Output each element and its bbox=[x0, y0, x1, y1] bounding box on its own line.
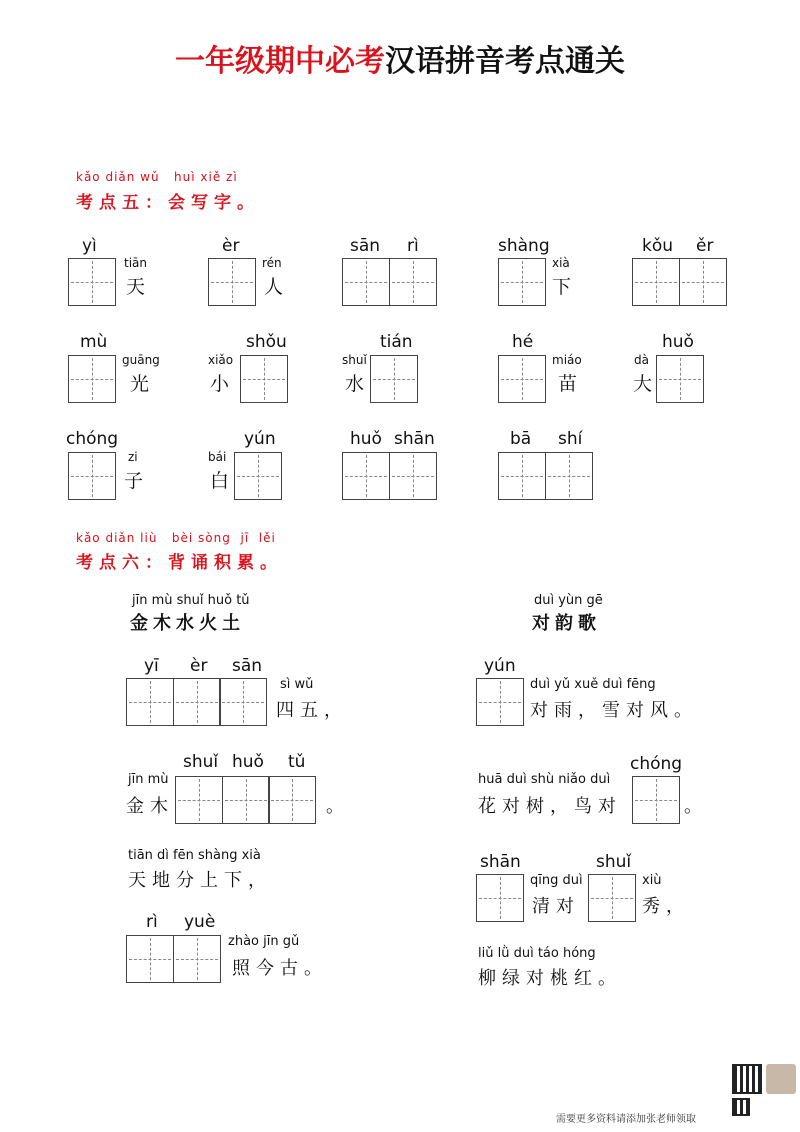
py-label: tián bbox=[380, 332, 413, 352]
hint-pinyin: dà bbox=[634, 353, 649, 367]
tail-hanzi: 四五， bbox=[276, 700, 348, 721]
writing-grid[interactable] bbox=[588, 874, 635, 922]
writing-grid[interactable] bbox=[240, 355, 287, 403]
py-label: tǔ bbox=[288, 752, 306, 772]
writing-grid[interactable] bbox=[342, 258, 435, 306]
tianzige-cell[interactable] bbox=[476, 874, 524, 922]
tianzige-cell[interactable] bbox=[126, 935, 174, 983]
py-label: sān bbox=[350, 236, 381, 256]
py-label: yún bbox=[244, 429, 276, 449]
py-label: yún bbox=[484, 656, 516, 676]
writing-grid[interactable] bbox=[370, 355, 417, 403]
py-label: rì bbox=[146, 912, 158, 932]
py-label: mù bbox=[80, 332, 108, 352]
writing-grid[interactable] bbox=[498, 452, 591, 500]
py-label: èr bbox=[190, 656, 208, 676]
tail-hanzi: 秀， bbox=[642, 896, 690, 917]
mid-hanzi: 清对 bbox=[532, 896, 580, 917]
py-label: shuǐ bbox=[596, 852, 632, 872]
section6-title: 考点六：背诵积累。 bbox=[76, 553, 283, 573]
hint-pinyin: guāng bbox=[122, 353, 160, 367]
right-heading-hanzi: 对韵歌 bbox=[532, 613, 601, 634]
tianzige-cell[interactable] bbox=[389, 258, 437, 306]
tianzige-cell[interactable] bbox=[679, 258, 727, 306]
hint-hanzi: 子 bbox=[124, 470, 144, 492]
line-hanzi: 天地分上下， bbox=[128, 870, 272, 891]
py-label: kǒu bbox=[642, 236, 674, 256]
tail-pinyin: xiù bbox=[642, 873, 662, 888]
writing-grid[interactable] bbox=[126, 678, 266, 726]
tianzige-cell[interactable] bbox=[632, 776, 680, 824]
left-heading-hanzi: 金木水火土 bbox=[130, 613, 245, 634]
end-punctuation: 。 bbox=[684, 796, 708, 817]
writing-grid[interactable] bbox=[68, 452, 115, 500]
py-label: yī bbox=[144, 656, 159, 676]
tianzige-cell[interactable] bbox=[234, 452, 282, 500]
writing-grid[interactable] bbox=[342, 452, 435, 500]
tianzige-cell[interactable] bbox=[219, 678, 267, 726]
page-title bbox=[0, 36, 800, 80]
py-label: chóng bbox=[66, 429, 119, 449]
hint-hanzi: 小 bbox=[210, 373, 230, 395]
writing-grid[interactable] bbox=[208, 258, 255, 306]
mid-pinyin: qīng duì bbox=[530, 873, 583, 888]
section5-title: 考点五：会写字。 bbox=[76, 193, 260, 213]
tianzige-cell[interactable] bbox=[240, 355, 288, 403]
line-hanzi: 柳绿对桃红。 bbox=[478, 968, 622, 989]
tianzige-cell[interactable] bbox=[498, 452, 546, 500]
py-label: chóng bbox=[630, 754, 683, 774]
py-label: bā bbox=[510, 429, 532, 449]
tail-pinyin: zhào jīn gǔ bbox=[228, 934, 300, 949]
py-label: huǒ bbox=[350, 429, 382, 449]
tianzige-cell[interactable] bbox=[498, 355, 546, 403]
hint-pinyin: bái bbox=[208, 450, 227, 464]
tail-hanzi: 对雨，雪对风。 bbox=[530, 700, 698, 721]
tianzige-cell[interactable] bbox=[126, 678, 174, 726]
writing-grid[interactable] bbox=[68, 355, 115, 403]
tianzige-cell[interactable] bbox=[389, 452, 437, 500]
writing-grid[interactable] bbox=[175, 776, 315, 824]
py-label: shuǐ bbox=[183, 752, 219, 772]
tianzige-cell[interactable] bbox=[545, 452, 593, 500]
py-label: shān bbox=[394, 429, 435, 449]
section5-pinyin: kǎo diǎn wǔ huì xiě zì bbox=[76, 170, 238, 184]
py-label: huǒ bbox=[232, 752, 264, 772]
writing-grid[interactable] bbox=[498, 355, 545, 403]
py-label: ěr bbox=[696, 236, 714, 256]
writing-grid[interactable] bbox=[632, 258, 725, 306]
title-red: 一年级期中必考 bbox=[175, 44, 385, 79]
tianzige-cell[interactable] bbox=[68, 258, 116, 306]
py-label: yuè bbox=[184, 912, 216, 932]
writing-grid[interactable] bbox=[656, 355, 703, 403]
tianzige-cell[interactable] bbox=[68, 452, 116, 500]
py-label: yì bbox=[82, 236, 97, 256]
writing-grid[interactable] bbox=[632, 776, 679, 824]
tianzige-cell[interactable] bbox=[656, 355, 704, 403]
line-pinyin: tiān dì fēn shàng xià bbox=[128, 848, 261, 863]
hint-hanzi: 天 bbox=[126, 276, 146, 298]
tail-pinyin: sì wǔ bbox=[280, 677, 314, 692]
hint-hanzi: 苗 bbox=[558, 373, 578, 395]
avatar bbox=[766, 1064, 796, 1094]
writing-grid[interactable] bbox=[476, 678, 523, 726]
hint-pinyin: shuǐ bbox=[342, 353, 367, 367]
py-label: rì bbox=[407, 236, 419, 256]
hint-pinyin: zi bbox=[128, 450, 138, 464]
py-label: èr bbox=[222, 236, 240, 256]
head-pinyin: huā duì shù niǎo duì bbox=[478, 772, 611, 787]
hint-pinyin: miáo bbox=[552, 353, 582, 367]
writing-grid[interactable] bbox=[68, 258, 115, 306]
hint-pinyin: xià bbox=[552, 256, 570, 270]
hint-hanzi: 大 bbox=[633, 373, 653, 395]
hint-pinyin: rén bbox=[262, 256, 282, 270]
end-punctuation: 。 bbox=[326, 796, 350, 817]
tianzige-cell[interactable] bbox=[208, 258, 256, 306]
tail-pinyin: duì yǔ xuě duì fēng bbox=[530, 677, 656, 692]
tianzige-cell[interactable] bbox=[173, 678, 221, 726]
hint-pinyin: tiān bbox=[124, 256, 147, 270]
tail-hanzi: 照今古。 bbox=[232, 958, 328, 979]
py-label: shí bbox=[558, 429, 583, 449]
tianzige-cell[interactable] bbox=[268, 776, 316, 824]
head-hanzi: 花对树，鸟对 bbox=[478, 796, 622, 817]
tianzige-cell[interactable] bbox=[68, 355, 116, 403]
head-pinyin: jīn mù bbox=[128, 772, 169, 787]
tianzige-cell[interactable] bbox=[342, 258, 390, 306]
hint-hanzi: 光 bbox=[130, 373, 150, 395]
tianzige-cell[interactable] bbox=[498, 258, 546, 306]
title-black: 汉语拼音考点通关 bbox=[385, 44, 625, 79]
tianzige-cell[interactable] bbox=[342, 452, 390, 500]
tianzige-cell[interactable] bbox=[588, 874, 636, 922]
section6-pinyin: kǎo diǎn liù bèi sòng jī lěi bbox=[76, 531, 276, 545]
py-label: shǒu bbox=[246, 332, 287, 352]
tianzige-cell[interactable] bbox=[370, 355, 418, 403]
writing-grid[interactable] bbox=[126, 935, 219, 983]
writing-grid[interactable] bbox=[234, 452, 281, 500]
qr-code-icon bbox=[732, 1064, 762, 1094]
hint-hanzi: 水 bbox=[345, 373, 365, 395]
hint-hanzi: 人 bbox=[264, 276, 284, 298]
hint-hanzi: 下 bbox=[552, 276, 572, 298]
writing-grid[interactable] bbox=[498, 258, 545, 306]
right-heading-pinyin: duì yùn gē bbox=[534, 593, 603, 608]
tianzige-cell[interactable] bbox=[222, 776, 270, 824]
footer-note: 需要更多资料请添加张老师领取 bbox=[556, 1114, 696, 1125]
tianzige-cell[interactable] bbox=[173, 935, 221, 983]
py-label: huǒ bbox=[662, 332, 694, 352]
left-heading-pinyin: jīn mù shuǐ huǒ tǔ bbox=[132, 593, 250, 608]
tianzige-cell[interactable] bbox=[175, 776, 223, 824]
tianzige-cell[interactable] bbox=[476, 678, 524, 726]
py-label: shàng bbox=[498, 236, 550, 256]
head-hanzi: 金木 bbox=[126, 796, 174, 817]
line-pinyin: liǔ lǜ duì táo hóng bbox=[478, 946, 596, 961]
writing-grid[interactable] bbox=[476, 874, 523, 922]
py-label: shān bbox=[480, 852, 521, 872]
tianzige-cell[interactable] bbox=[632, 258, 680, 306]
hint-pinyin: xiǎo bbox=[208, 353, 234, 367]
hint-hanzi: 白 bbox=[210, 470, 230, 492]
py-label: sān bbox=[232, 656, 263, 676]
qr-code-icon bbox=[732, 1098, 750, 1116]
py-label: hé bbox=[512, 332, 534, 352]
